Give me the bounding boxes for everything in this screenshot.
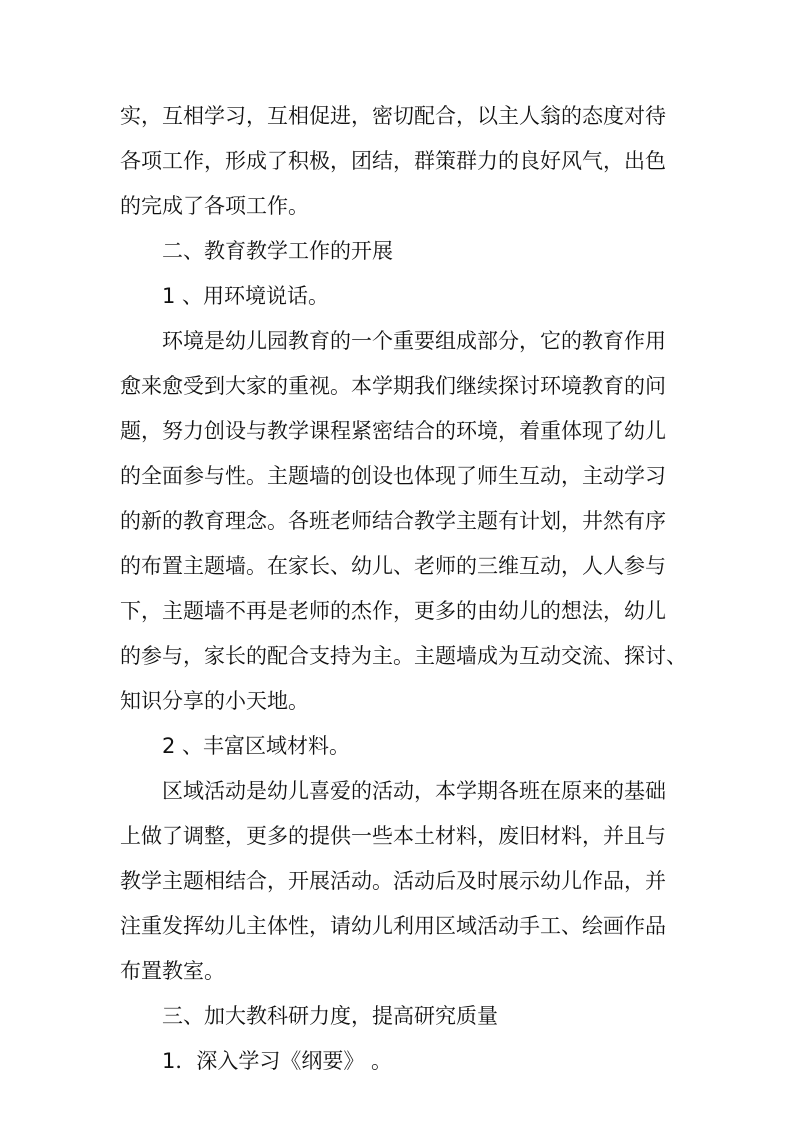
paragraph-line: 的参与，家长的配合支持为主。主题墙成为互动交流、探讨、 [120, 644, 687, 668]
paragraph-line: 知识分享的小天地。 [120, 689, 309, 713]
paragraph-line: 题，努力创设与教学课程紧密结合的环境，着重体现了幼儿 [120, 419, 666, 443]
paragraph-line: 各项工作，形成了积极，团结，群策群力的良好风气，出色 [120, 149, 666, 173]
paragraph-line: 愈来愈受到大家的重视。本学期我们继续探讨环境教育的问 [120, 374, 666, 398]
paragraph-line: 布置教室。 [120, 959, 225, 983]
subsection-heading: 1 、用环境说话。 [162, 284, 330, 308]
paragraph-line: 的全面参与性。主题墙的创设也体现了师生互动，主动学习 [120, 464, 666, 488]
paragraph-line: 区域活动是幼儿喜爱的活动，本学期各班在原来的基础 [162, 779, 666, 803]
paragraph-line: 的布置主题墙。在家长、幼儿、老师的三维互动，人人参与 [120, 554, 666, 578]
paragraph-line: 注重发挥幼儿主体性，请幼儿利用区域活动手工、绘画作品 [120, 914, 666, 938]
paragraph-line: 教学主题相结合，开展活动。活动后及时展示幼儿作品，并 [120, 869, 666, 893]
paragraph-line: 的完成了各项工作。 [120, 194, 309, 218]
section-heading: 三、加大教科研力度，提高研究质量 [162, 1004, 498, 1028]
paragraph-line: 上做了调整，更多的提供一些本土材料，废旧材料，并且与 [120, 824, 666, 848]
paragraph-line: 环境是幼儿园教育的一个重要组成部分，它的教育作用 [162, 329, 666, 353]
subsection-heading: 2 、丰富区域材料。 [162, 734, 351, 758]
paragraph-line: 实，互相学习，互相促进，密切配合，以主人翁的态度对待 [120, 104, 666, 128]
section-heading: 二、教育教学工作的开展 [162, 239, 393, 263]
paragraph-line: 的新的教育理念。各班老师结合教学主题有计划，井然有序 [120, 509, 666, 533]
subsection-heading: 1．深入学习《纲要》 。 [162, 1049, 393, 1073]
paragraph-line: 下，主题墙不再是老师的杰作，更多的由幼儿的想法，幼儿 [120, 599, 666, 623]
